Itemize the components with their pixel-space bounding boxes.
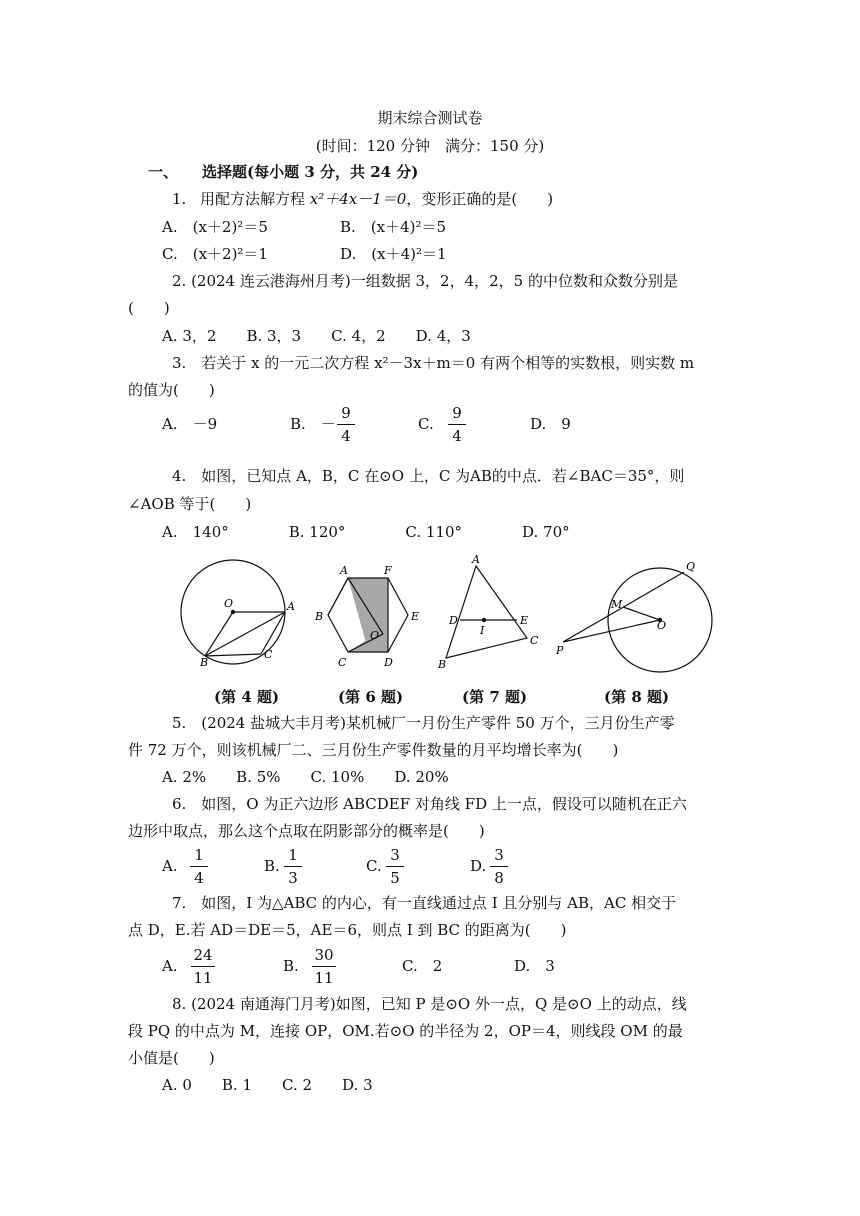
- q3-stem: 3. 若关于 x 的一元二次方程 x²－3x＋m＝0 有两个相等的实数根，则实数 m: [172, 354, 695, 372]
- figure-q8: [563, 568, 712, 672]
- figures-row: [0, 550, 860, 680]
- q8-stem: 8. (2024 南通海门月考)如图，已知 P 是⊙O 外一点，Q 是⊙O 上的动点，线: [172, 995, 687, 1013]
- fig8-label-p: P: [556, 644, 564, 657]
- q6-stem: 6. 如图，O 为正六边形 ABCDEF 对角线 FD 上一点，假设可以随机在正六: [172, 795, 687, 813]
- q8-options: A. 0 B. 1 C. 2 D. 3: [162, 1076, 373, 1094]
- q7-option-c: C. 2: [402, 957, 443, 975]
- q6-option-c-fraction: $\frac{3}{5}$: [386, 845, 404, 888]
- q7-option-b-label: B.: [283, 957, 299, 975]
- fig6-label-d: D: [384, 656, 393, 669]
- fig7-label-d: D: [449, 614, 458, 627]
- fig6-label-o: O: [370, 629, 380, 642]
- q1-equation: x²＋4x－1＝0: [309, 190, 407, 208]
- q7-stem: 7. 如图，I 为△ABC 的内心，有一直线通过点 I 且分别与 AB，AC 相交于: [172, 894, 677, 912]
- q1-number: 1.: [172, 190, 187, 208]
- q6-option-d-fraction: $\frac{3}{8}$: [490, 845, 508, 888]
- q4-options: A. 140° B. 120° C. 110° D. 70°: [162, 523, 570, 541]
- q7-option-a-label: A.: [162, 957, 178, 975]
- q3-option-b-fraction: $\frac{9}{4}$: [337, 403, 355, 446]
- fig7-label-b: B: [438, 658, 447, 671]
- page-title: 期末综合测试卷: [377, 109, 483, 127]
- fig7-label-c: C: [530, 634, 539, 647]
- figure-q6: [328, 578, 408, 652]
- q8-stem-cont2: 小值是( ): [128, 1049, 215, 1067]
- caption-q4: (第 4 题): [214, 688, 280, 706]
- q2-options: A. 3，2 B. 3，3 C. 4，2 D. 4，3: [162, 327, 471, 345]
- section-title: 选择题(每小题 3 分，共 24 分): [202, 163, 419, 181]
- q1-option-a: A. (x＋2)²＝5: [162, 218, 268, 236]
- q7-option-a-fraction: $\frac{24}{11}$: [191, 945, 215, 988]
- section-label: 一、: [148, 163, 179, 181]
- q8-stem-cont: 段 PQ 的中点为 M，连接 OP，OM.若⊙O 的半径为 2，OP＝4，则线段 OM 的最: [128, 1022, 683, 1040]
- exam-info: (时间：120 分钟 满分：150 分): [315, 137, 545, 155]
- q5-stem: 5. (2024 盐城大丰月考)某机械厂一月份生产零件 50 万个，三月份生产零: [172, 714, 675, 732]
- fig4-label-o: O: [224, 597, 234, 610]
- q6-option-a-fraction: $\frac{1}{4}$: [190, 845, 208, 888]
- fig7-label-a: A: [472, 553, 480, 566]
- q5-stem-cont: 件 72 万个，则该机械厂二、三月份生产零件数量的月平均增长率为( ): [128, 741, 619, 759]
- q4-stem: 4. 如图，已知点 A，B，C 在⊙O 上，C 为AB的中点．若∠BAC＝35°，则: [172, 467, 685, 485]
- q1-stem-pre: 用配方法解方程: [200, 190, 310, 208]
- q3-option-c-fraction: $\frac{9}{4}$: [448, 403, 466, 446]
- q5-options: A. 2% B. 5% C. 10% D. 20%: [162, 768, 449, 786]
- fig4-label-a: A: [287, 600, 295, 613]
- fig8-label-q: Q: [686, 560, 696, 573]
- q1-option-b: B. (x＋4)²＝5: [340, 218, 447, 236]
- fig6-label-e: E: [411, 610, 420, 623]
- caption-q6: (第 6 题): [338, 688, 404, 706]
- q3-option-a: A. －9: [162, 415, 218, 433]
- q2-stem: 2. (2024 连云港海州月考)一组数据 3，2，4，2，5 的中位数和众数分别是: [172, 272, 678, 290]
- fig6-label-c: C: [338, 656, 347, 669]
- q1-stem-post: ，变形正确的是( ): [406, 190, 554, 208]
- figure-q7: [446, 566, 527, 658]
- q7-option-b-fraction: $\frac{30}{11}$: [312, 945, 336, 988]
- fig8-label-m: M: [611, 598, 623, 611]
- fig8-label-o: O: [657, 619, 667, 632]
- q3-option-d: D. 9: [530, 415, 571, 433]
- q6-option-a-label: A.: [162, 857, 178, 875]
- q3-option-b-label: B. －: [290, 415, 336, 433]
- q4-stem-cont: ∠AOB 等于( ): [128, 495, 252, 513]
- q7-stem-cont: 点 D，E.若 AD＝DE＝5，AE＝6，则点 I 到 BC 的距离为( ): [128, 921, 567, 939]
- q3-stem-cont: 的值为( ): [128, 381, 215, 399]
- q6-option-d-label: D.: [470, 857, 487, 875]
- q6-option-b-label: B.: [264, 857, 280, 875]
- q6-option-c-label: C.: [366, 857, 382, 875]
- fig4-label-c: C: [264, 648, 273, 661]
- q1-option-d: D. (x＋4)²＝1: [340, 245, 447, 263]
- fig6-label-a: A: [340, 564, 348, 577]
- fig6-label-b: B: [315, 610, 324, 623]
- q1-option-c: C. (x＋2)²＝1: [162, 245, 268, 263]
- q6-option-b-fraction: $\frac{1}{3}$: [284, 845, 302, 888]
- fig7-label-i: I: [480, 624, 485, 637]
- q6-stem-cont: 边形中取点，那么这个点取在阴影部分的概率是( ): [128, 822, 485, 840]
- q1-stem: [200, 189, 553, 209]
- q3-option-c-label: C.: [418, 415, 434, 433]
- caption-q8: (第 8 题): [604, 688, 670, 706]
- fig6-label-f: F: [384, 564, 392, 577]
- q2-stem-cont: ( ): [128, 299, 170, 317]
- fig7-label-e: E: [520, 614, 529, 627]
- q7-option-d: D. 3: [514, 957, 555, 975]
- caption-q7: (第 7 题): [462, 688, 528, 706]
- fig4-label-b: B: [200, 656, 209, 669]
